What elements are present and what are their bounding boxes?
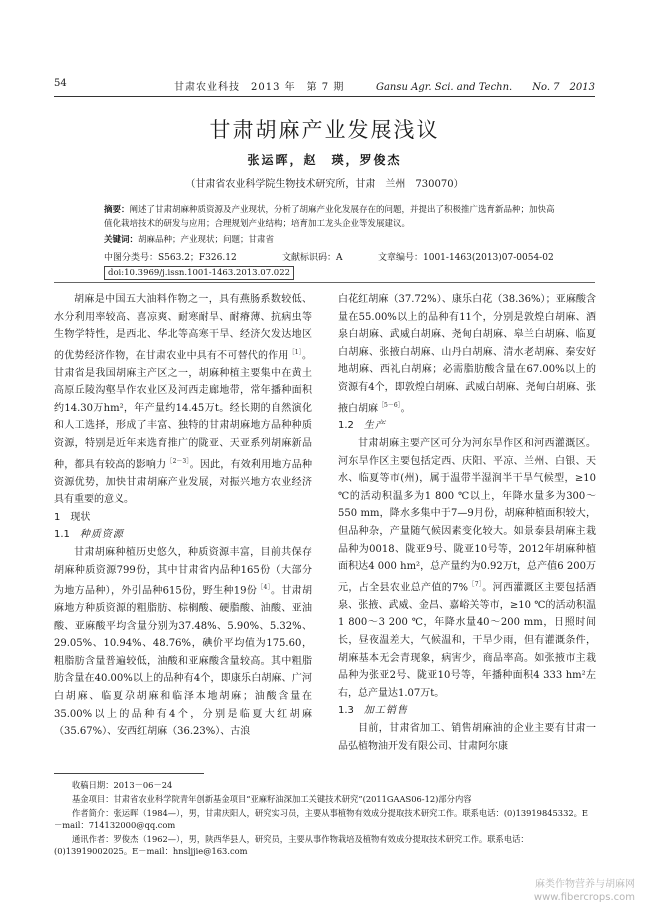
citation: ［4］ [257, 584, 271, 592]
subsection-heading: 1.3 加工销售 [338, 705, 408, 717]
document-code: 文献标识码：A [282, 253, 343, 263]
abstract-text: 阐述了甘肃胡麻种质资源及产业现状，分析了胡麻产业化发展存在的问题，并提出了积极推广选育新品种；加快高值化栽培技术的研发与应用；合理规划产业结构；培育加工龙头企业等发展建议。 [104, 205, 555, 229]
keywords [104, 233, 560, 245]
left-column [54, 291, 312, 741]
keywords-text: 胡麻品种；产业现状；问题；甘肃省 [138, 235, 275, 245]
fund-note: 基金项目：甘肃省农业科学院青年创新基金项目“亚麻籽油深加工关键技术研究”(2011GAAS06-12)部分内容 [72, 794, 472, 804]
article-title: 甘肃胡麻产业发展浅议 [209, 118, 440, 142]
germplasm-paragraph-cont: 白花红胡麻（37.72%）、康乐白花（38.36%）；亚麻酸含量在55.00%以上的品种有11个，分别是敦煌白胡麻、酒泉白胡麻、武威白胡麻、尧甸白胡麻、皋兰白胡麻、临夏白胡麻、张掖白胡麻、山丹白胡麻、清水老胡麻、秦安好地胡麻、西礼白胡麻；必需脂肪酸含量在67.00%以上的资源有4个，即敦煌白胡麻、武威白胡麻、尧甸白胡麻、张掖白胡麻$^{[5-6]}$。 [338, 294, 596, 414]
processing-paragraph: 目前，甘肃省加工、销售胡麻油的企业主要有甘肃一品弘植物油开发有限公司、甘肃阿尔康 [338, 722, 596, 752]
keywords-label: 关键词： [104, 235, 139, 245]
article-number: 文章编号：1001-1463(2013)07-0054-02 [378, 253, 554, 263]
section-heading: 1 现状 [54, 511, 91, 523]
germplasm-paragraph: 甘肃胡麻种植历史悠久，种质资源丰富，目前共保存胡麻种质资源799份，其中甘肃省内品种165份（大部分为地方品种），外引品种615份，野生种19份$^{[4]}$。甘肃胡麻地方种质资源的粗脂肪、棕榈酸、硬脂酸、油酸、亚油酸、亚麻酸平均含量分别为37.48%、5.90%、5.32%、29.05%、10.94%、48.76%，碘价平均值为175.60，粗脂肪含量普遍较低，油酸和亚麻酸含量较高。其中粗脂肪含量在40.00%以上的品种有4个，即康乐白胡麻、广河白胡麻、临夏尕胡麻和临泽本地胡麻；油酸含量在35.00%以上的品种有4个，分别是临夏大红胡麻（35.67%）、安西红胡麻（36.23%）、古浪 [54, 546, 313, 738]
abstract [104, 203, 560, 231]
watermark-url: www.fibercrops.com [533, 892, 635, 903]
received-date: 收稿日期：2013－06－24 [72, 780, 173, 790]
author-list: 张运晖，赵 瑛，罗俊杰 [247, 153, 402, 167]
clc-number: 中图分类号：S563.2；F326.12 [104, 253, 237, 263]
citation: ［2－3］ [166, 457, 190, 465]
citation: ［1］ [288, 348, 302, 356]
intro-paragraph: 胡麻是中国五大油料作物之一，具有燕肠系数较低、水分利用率较高、喜凉爽、耐寒耐旱、耐瘠薄、抗病虫等生物学特性，是西北、华北等高寒干旱、经济欠发达地区的优势经济作物，在甘肃农业中具有不可替代的作用$^{[1]}$。甘肃省是我国胡麻主产区之一，胡麻种植主要集中在黄土高原丘陵沟壑旱作农业区及河西走廊地带，常年播种面积约14.30万hm²，年产量约14.45万t。经长期的自然演化和人工选择，形成了丰富、独特的甘肃胡麻地方品种种质资源，特别是近年来选育推广的陇亚、天亚系列胡麻新品种，都具有较高的影响力$^{[2-3]}$。因此，有效利用地方品种资源优势，加快甘肃胡麻产业发展，对振兴地方农业经济具有重要的意义。 [54, 294, 312, 506]
journal-name-en: Gansu Agr. Sci. and Techn. No. 7 2013 [375, 82, 595, 93]
journal-name-cn: 甘肃农业科技 2013 年 第 7 期 [174, 82, 345, 93]
citation: ［5－6］ [378, 401, 401, 409]
doi: doi:10.3969/j.issn.1001-1463.2013.07.022 [104, 266, 294, 280]
classification-line [104, 250, 560, 263]
running-header [54, 76, 595, 94]
affiliation: （甘肃省农业科学院生物技术研究所，甘肃 兰州 730070） [185, 179, 464, 190]
abstract-rule [54, 282, 595, 283]
footnote-rule [54, 773, 204, 774]
production-paragraph: 甘肃胡麻主要产区可分为河东旱作区和河西灌溉区。河东旱作区主要包括定西、庆阳、平凉、兰州、白银、天水、临夏等市(州)，属于温带半湿润半干旱气候型，≥10 ℃的活动积温多为1 800 ℃以上，年降水量多为300～550 mm，降水多集中于7—9月份，胡麻种植面积较大，但品种杂，产量随气候因素变化较大。如景泰县胡麻主栽品种为0018、陇亚9号、陇亚10号等，2012年胡麻种植面积达4 000 hm²，总产量约为0.92万t，总产值6 200万元，占全县农业总产值的7%$^{[7]}$。河西灌溉区主要包括酒泉、张掖、武威、金昌、嘉峪关等市，≥10 ℃的活动积温1 800～3 200 ℃，年降水量40～200 mm，日照时间长，昼夜温差大，气候温和，干旱少雨，但有灌溉条件，胡麻基本无会青现象，病害少，商品率高。如张掖市主栽品种为张亚2号、陇亚10号等，年播种面积4 333 hm²左右，总产量达1.07万t。 [338, 438, 596, 699]
watermark [534, 878, 635, 904]
subsection-heading: 1.1 种质资源 [54, 529, 124, 541]
abstract-label: 摘要： [104, 205, 130, 215]
page-number: 54 [54, 78, 67, 89]
subsection-heading: 1.2 生产 [338, 420, 386, 432]
header-rule [54, 96, 595, 97]
corresponding-author: 通讯作者：罗俊杰（1962—），男，陕西华县人，研究员，主要从事作物栽培及植物有效成分提取技术研究工作。联系电话：(0)13919002025。E－mail：hnsljjie@163.com [54, 834, 529, 856]
author-bio: 作者简介：张运晖（1984—），男，甘肃庆阳人，研究实习员，主要从事植物有效成分提取技术研究工作。联系电话：(0)13919845332。E－mail：714132000@qq.com [54, 808, 588, 830]
watermark-name: 麻类作物营养与胡麻网 [535, 879, 635, 890]
citation: ［7］ [467, 580, 483, 588]
right-column [338, 291, 596, 755]
